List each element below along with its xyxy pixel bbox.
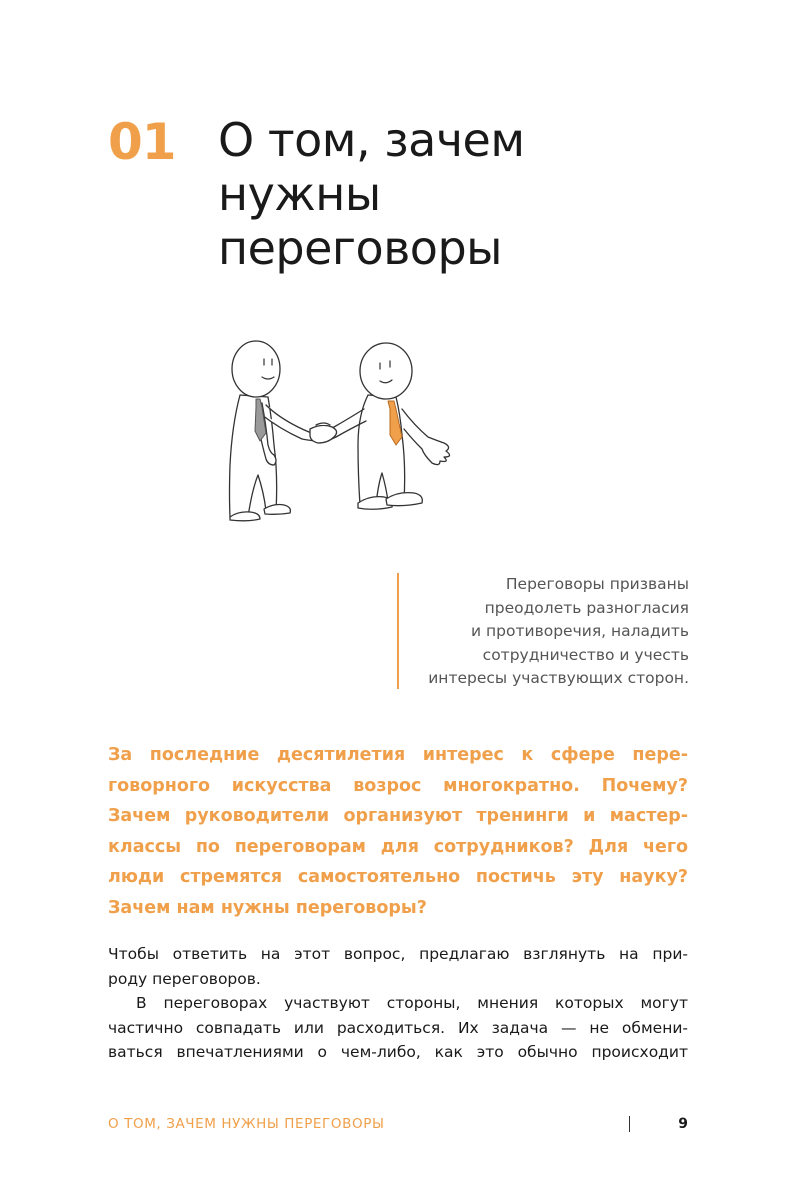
pullquote-line: интересы участвующих сторон. [428, 669, 689, 687]
lead-line: люди стремятся самостоятельно постичь эту науку? [108, 867, 688, 887]
pullquote-line: сотрудничество и учесть [482, 645, 689, 664]
pullquote [397, 573, 689, 689]
right-person-figure [318, 343, 450, 509]
left-person-figure [230, 341, 321, 521]
lead-line: Зачем нам нужны переговоры? [108, 897, 427, 918]
chapter-number: 01 [108, 113, 176, 171]
body-line: Чтобы ответить на этот вопрос, предлагаю взглянуть на при- [108, 945, 688, 963]
lead-line: говорного искусства возрос многократно. Почему? [108, 775, 688, 796]
chapter-title-line: О том, зачем [218, 113, 525, 167]
lead-line: классы по переговорам для сотрудников? Для чего [108, 836, 688, 857]
page-number: 9 [678, 1116, 688, 1132]
chapter-title-line: переговоры [218, 221, 502, 275]
body-line: роду переговоров. [108, 969, 261, 988]
pullquote-line: преодолеть разногласия [484, 598, 689, 617]
body-line: В переговорах участвуют стороны, мнения которых могут [136, 994, 688, 1012]
body-line: ваться впечатлениями о чем-либо, как это обычно происходит [108, 1043, 688, 1061]
pullquote-line: и противоречия, наладить [471, 622, 689, 640]
lead-line: За последние десятилетия интерес к сфере пере- [108, 745, 688, 765]
lead-paragraph [108, 740, 688, 923]
body-text [108, 942, 688, 1065]
pullquote-line: Переговоры призваны [505, 575, 689, 593]
body-line: частично совпадать или расходиться. Их задача — не обмени- [108, 1018, 688, 1037]
running-head: О ТОМ, ЗАЧЕМ НУЖНЫ ПЕРЕГОВОРЫ [108, 1116, 385, 1132]
pullquote-text [399, 573, 689, 691]
handshake-illustration [218, 325, 478, 525]
chapter-title-line: нужны [218, 167, 381, 221]
page-footer [108, 1112, 688, 1136]
lead-line: Зачем руководители организуют тренинги и мастер- [108, 806, 688, 826]
footer-divider [629, 1116, 630, 1132]
chapter-title [218, 113, 638, 275]
